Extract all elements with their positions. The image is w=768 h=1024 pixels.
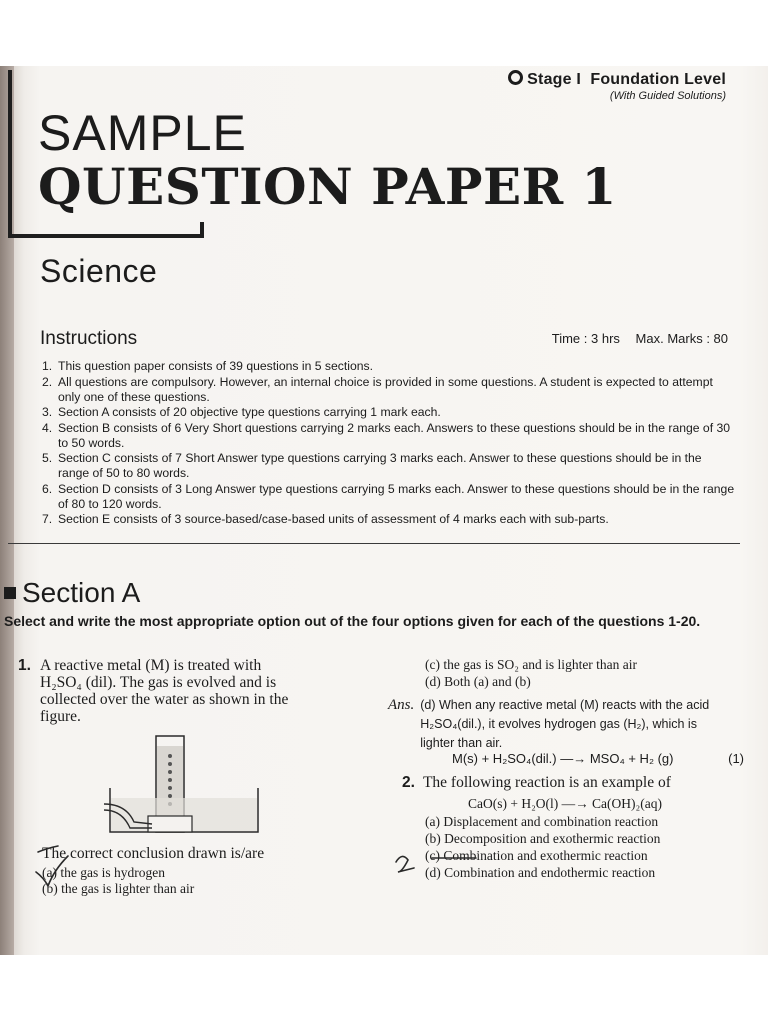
answer-label: Ans. bbox=[388, 697, 415, 713]
question-text bbox=[40, 657, 345, 725]
question-line: H₂SO₄ (dil). The gas is evolved and is bbox=[40, 674, 277, 691]
level-label: Foundation Level bbox=[590, 71, 726, 88]
question-line: collected over the water as shown in the bbox=[40, 691, 289, 708]
instruction-item bbox=[40, 359, 736, 374]
question-line: figure. bbox=[40, 708, 81, 725]
instruction-item bbox=[40, 405, 736, 420]
instruction-item bbox=[40, 512, 736, 527]
question-1-option-a: (a) the gas is hydrogen bbox=[42, 865, 165, 880]
instruction-text: This question paper consists of 39 questions in 5 sections. bbox=[58, 359, 374, 373]
question-1-conclusion: The correct conclusion drawn is/are bbox=[42, 845, 265, 862]
instruction-number: 1. bbox=[42, 359, 53, 373]
bottom-margin bbox=[0, 955, 768, 1024]
question-text: The following reaction is an example of bbox=[422, 774, 671, 791]
stage-title bbox=[508, 70, 726, 89]
title-question-paper: QUESTION PAPER 1 bbox=[38, 157, 617, 216]
beehive-shelf bbox=[148, 816, 192, 832]
gas-collection-apparatus-figure bbox=[104, 728, 264, 846]
title-sample: SAMPLE bbox=[38, 105, 247, 161]
question-line: A reactive metal (M) is treated with bbox=[40, 657, 262, 674]
question-number: 2. bbox=[402, 774, 415, 791]
question-1-option-d: (d) Both (a) and (b) bbox=[425, 674, 531, 689]
instruction-number: 2. bbox=[42, 374, 53, 389]
instruction-number: 5. bbox=[42, 451, 53, 465]
answer-1-equation: M(s) + H₂SO₄(dil.) —→ MSO₄ + H₂ (g) bbox=[452, 751, 674, 766]
question-1-option-b: (b) the gas is lighter than air bbox=[42, 881, 195, 896]
instructions-list bbox=[40, 359, 736, 528]
instruction-number: 4. bbox=[42, 420, 53, 435]
answer-text: (d) When any reactive metal (M) reacts with the acid H₂SO₄(dil.), it evolves hydrogen gas (H₂), which is lighter than air. bbox=[420, 698, 710, 750]
instruction-item bbox=[40, 451, 736, 481]
title-frame-horizontal bbox=[8, 234, 204, 238]
title-frame-tick bbox=[200, 222, 204, 238]
instruction-item bbox=[40, 482, 736, 512]
section-divider bbox=[8, 543, 740, 544]
square-bullet-icon bbox=[4, 587, 16, 599]
question-number: 1. bbox=[18, 657, 31, 674]
section-a-title bbox=[4, 577, 140, 609]
question-2 bbox=[402, 774, 737, 792]
circle-bullet-icon bbox=[508, 70, 523, 85]
instruction-number: 7. bbox=[42, 512, 53, 526]
instruction-number: 6. bbox=[42, 481, 53, 496]
instruction-text: Section C consists of 7 Short Answer type questions carrying 3 marks each. Answer to these questions should be in the range of 50 to 80 words. bbox=[58, 451, 702, 480]
question-2-option-a: (a) Displacement and combination reaction bbox=[425, 814, 659, 829]
instruction-item bbox=[40, 421, 736, 451]
question-1 bbox=[18, 657, 358, 725]
instruction-text: Section D consists of 3 Long Answer type questions carrying 5 marks each. Answer to these questions should be in the range of 80 to 120 words. bbox=[58, 481, 735, 511]
instruction-number: 3. bbox=[42, 405, 53, 419]
subject-title: Science bbox=[40, 253, 158, 289]
question-2-option-d: (d) Combination and endothermic reaction bbox=[425, 865, 656, 880]
stage-subtitle: (With Guided Solutions) bbox=[609, 90, 726, 102]
stage-header bbox=[508, 70, 726, 102]
instruction-item bbox=[40, 375, 736, 405]
max-marks-label: Max. Marks : 80 bbox=[635, 331, 728, 346]
question-2-option-c: (c) Combination and exothermic reaction bbox=[425, 848, 648, 863]
instruction-text: Section A consists of 20 objective type questions carrying 1 mark each. bbox=[58, 405, 441, 419]
section-a-label: Section A bbox=[22, 577, 141, 608]
title-frame-vertical bbox=[8, 70, 12, 236]
answer-1-marks: (1) bbox=[728, 751, 744, 766]
instructions-heading: Instructions bbox=[40, 328, 138, 349]
question-2-option-b: (b) Decomposition and exothermic reaction bbox=[425, 831, 661, 846]
instruction-text: All questions are compulsory. However, an internal choice is provided in some questions. A student is expected to attempt only one of these questions. bbox=[58, 374, 713, 404]
instruction-text: Section E consists of 3 source-based/case-based units of assessment of 4 marks each with sub-parts. bbox=[58, 512, 609, 526]
answer-1 bbox=[388, 696, 733, 753]
top-margin bbox=[0, 0, 768, 66]
section-a-direction: Select and write the most appropriate option out of the four options given for each of the questions 1-20. bbox=[4, 613, 701, 629]
instruction-text: Section B consists of 6 Very Short questions carrying 2 marks each. Answers to these questions should be in the range of 30 to 50 words. bbox=[58, 420, 731, 450]
question-1-option-c: (c) the gas is SO₂ and is lighter than air bbox=[425, 657, 638, 672]
time-and-marks bbox=[540, 331, 728, 346]
stage-label: Stage I bbox=[527, 71, 582, 88]
time-label: Time : 3 hrs bbox=[551, 331, 620, 346]
question-2-equation: CaO(s) + H₂O(l) —→ Ca(OH)₂(aq) bbox=[468, 796, 662, 811]
